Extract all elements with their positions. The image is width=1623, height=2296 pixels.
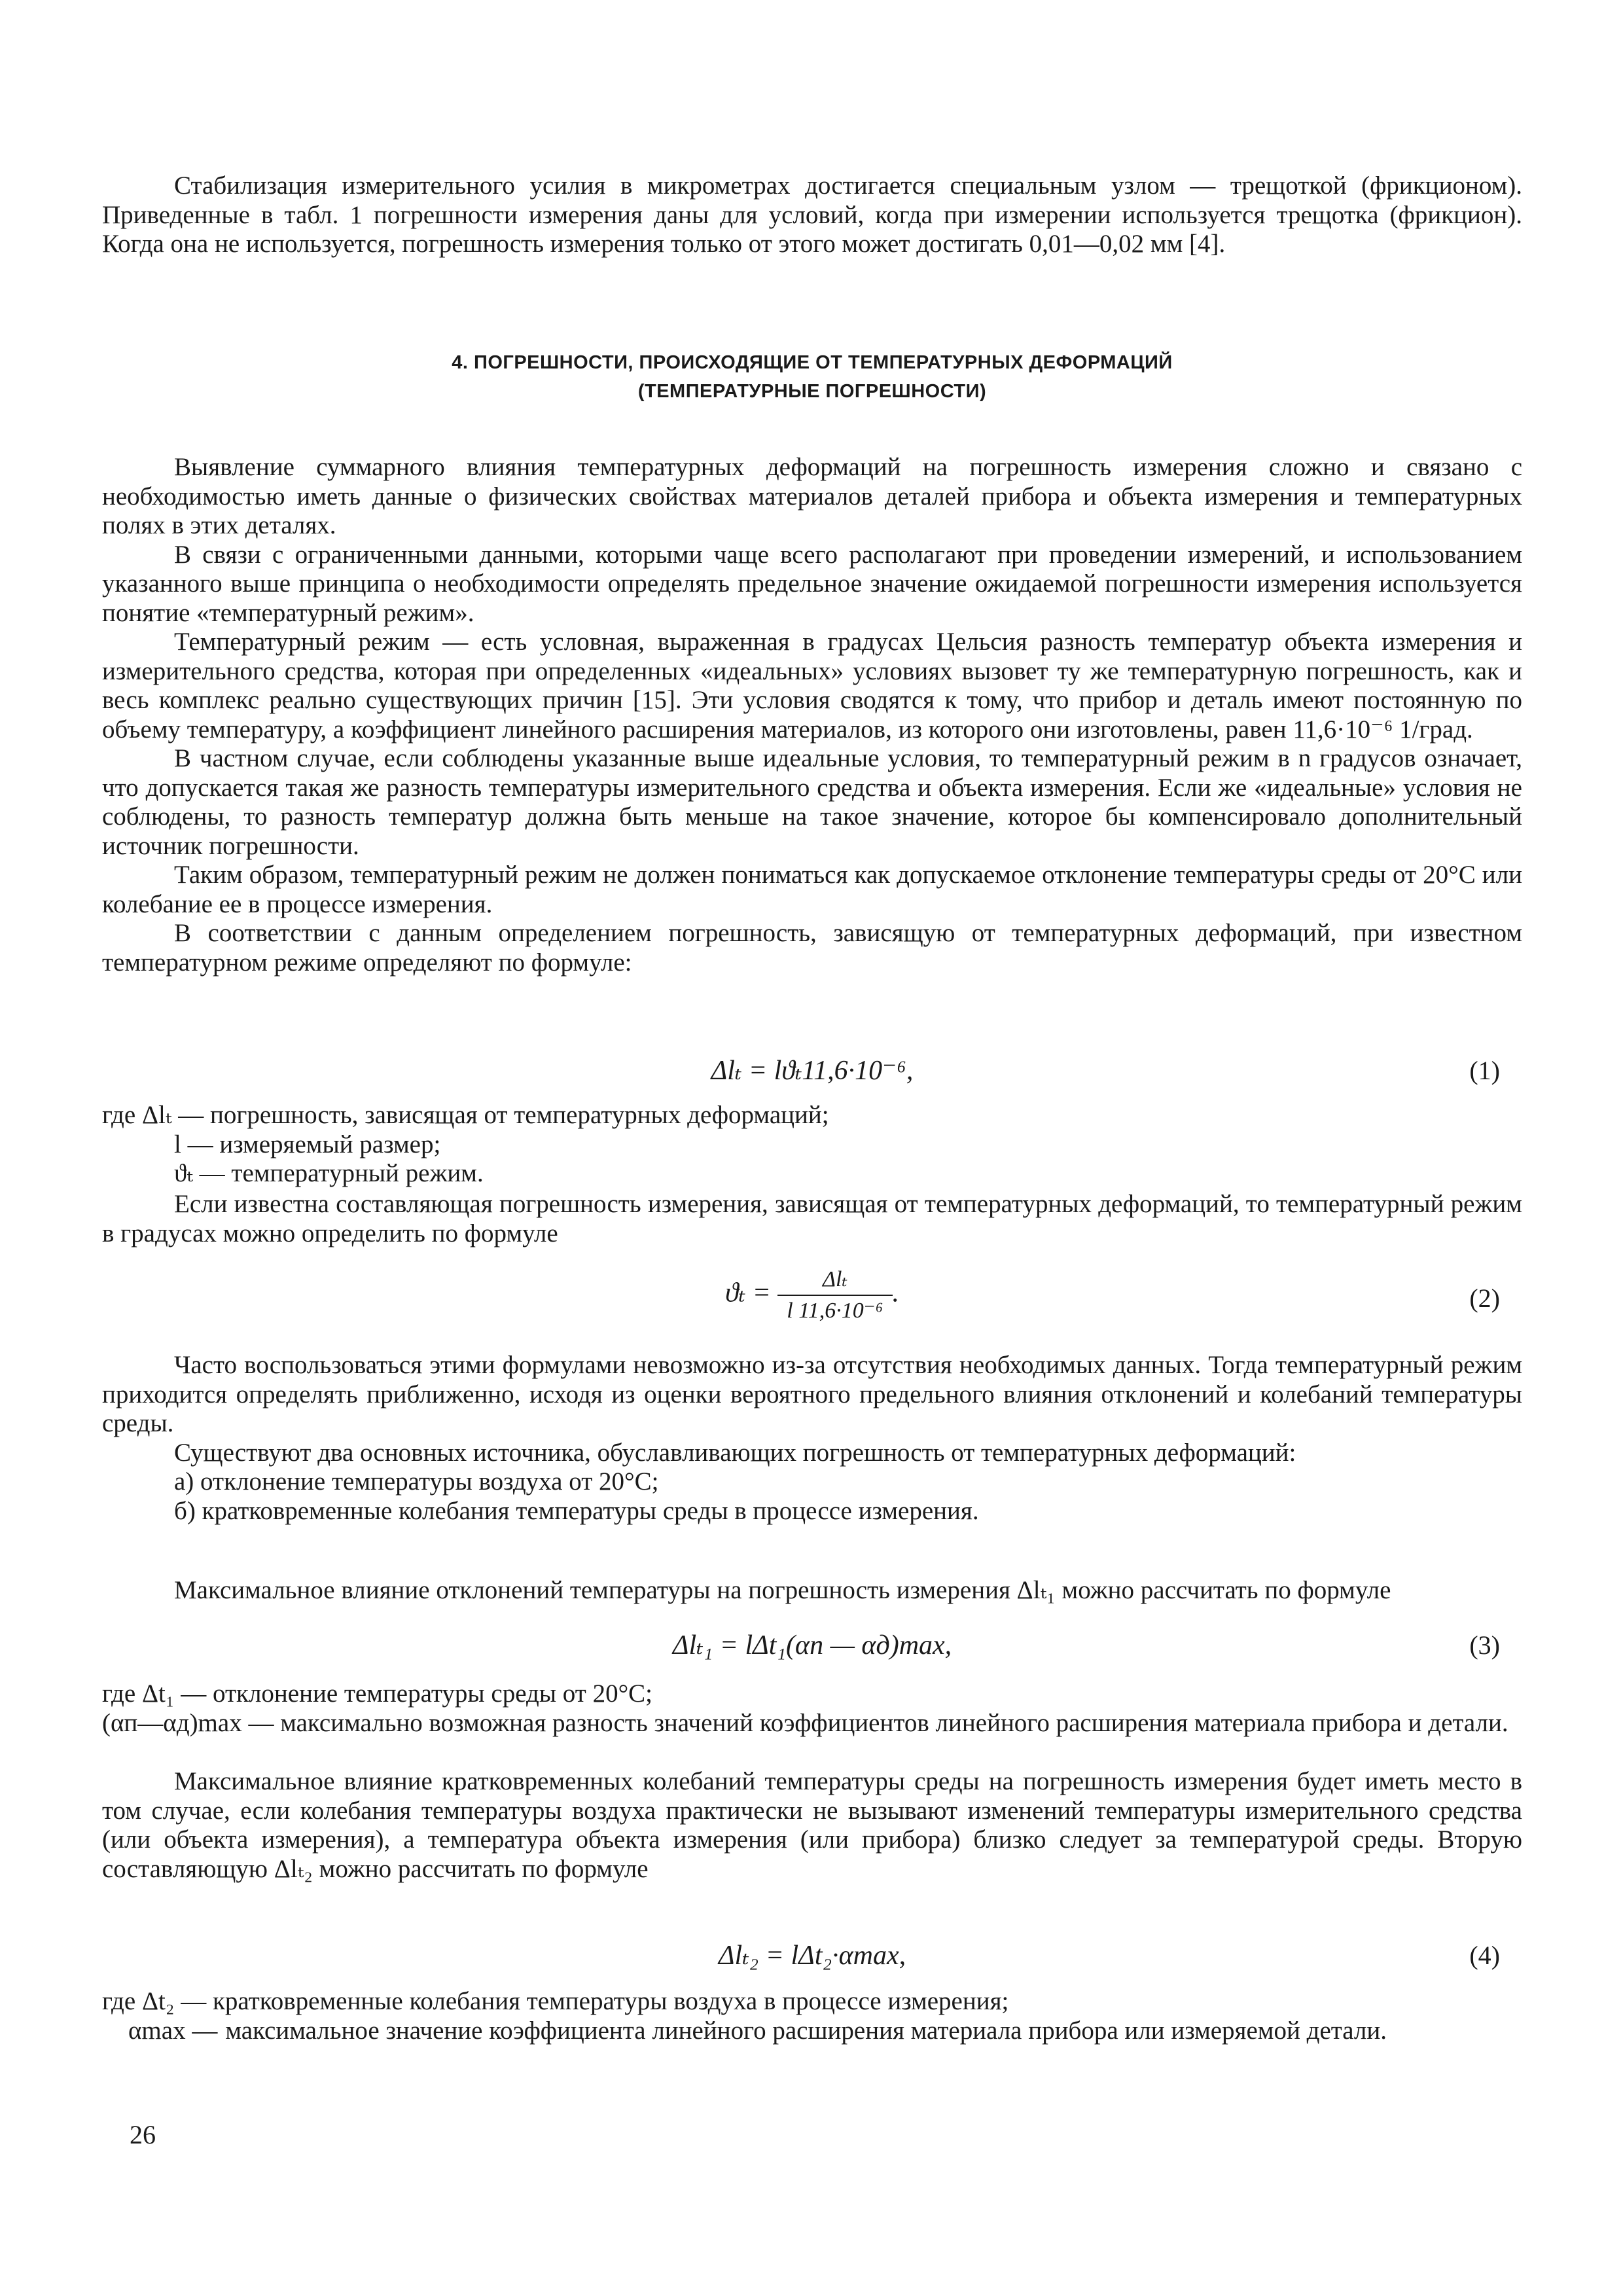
formula-4 <box>102 1941 1522 1987</box>
formula-3 <box>102 1631 1522 1677</box>
definition-l: l — измеряемый размер; <box>174 1130 441 1158</box>
paragraph-9: Существуют два основных источника, обуславливающих погрешность от температурных деформаций: <box>174 1438 1296 1467</box>
formula-2-expression: ϑₜ = $\frac{\text{Δlₜ}}{\text{l 11,6·10⁻⁶}}$ . <box>102 1265 1522 1326</box>
formula-2-number: (2) <box>1469 1283 1500 1313</box>
formula-2-lhs: ϑₜ = <box>724 1278 771 1308</box>
formula-4-number: (4) <box>1469 1941 1500 1970</box>
body-text-block-3 <box>102 1351 1522 1526</box>
formula-2-fraction <box>777 1265 892 1326</box>
formula-2-denominator: l 11,6·10⁻⁶ <box>787 1299 883 1323</box>
formula-1-number: (1) <box>1469 1056 1500 1085</box>
body-text-block-1 <box>102 453 1522 977</box>
list-item-a: а) отклонение температуры воздуха от 20°С; <box>174 1467 659 1496</box>
definition-alpha-max <box>102 2017 1522 2046</box>
formula-2 <box>102 1265 1522 1336</box>
formula-4-definitions <box>102 1987 1522 2045</box>
intro-paragraph: Стабилизация измерительного усилия в микрометрах достигается специальным узлом — трещоткой (фрикционом). Приведенные в табл. 1 погрешности измерения даны для условий, когда при измерении используется трещотка (фрикцион). Когда она не используется, погрешность измерения только от этого может достигать 0,01—0,02 мм [4]. <box>102 171 1522 258</box>
formula-1-definitions <box>102 1101 1522 1189</box>
paragraph-5: Таким образом, температурный режим не должен пониматься как допускаемое отклонение температуры среды от 20°С или колебание ее в процессе измерения. <box>102 861 1522 918</box>
formula-3-number: (3) <box>1469 1630 1500 1660</box>
formula-3-definitions <box>102 1679 1522 1738</box>
definition-delta-t2: где Δt₂ — кратковременные колебания температуры воздуха в процессе измерения; <box>102 1987 1009 2015</box>
formula-4-expression: Δlₜ₂ = lΔt₂·αmax, <box>718 1941 906 1971</box>
formula-2-numerator: Δlₜ <box>777 1265 892 1296</box>
paragraph-8: Часто воспользоваться этими формулами невозможно из-за отсутствия необходимых данных. Тогда температурный режим приходится определять приближенно, исходя из оценки вероятного предельного влияния отклонений и колебаний температуры среды. <box>102 1351 1522 1437</box>
intro-paragraph-block <box>102 171 1522 259</box>
body-text-block-5 <box>102 1767 1522 1884</box>
section-heading-line-2: (ТЕМПЕРАТУРНЫЕ ПОГРЕШНОСТИ) <box>637 381 987 402</box>
paragraph-4: В частном случае, если соблюдены указанные выше идеальные условия, то температурный режим в n градусов означает, что допускается такая же разность температуры измерительного средства и объекта измерения. Если же «идеальные» условия не соблюдены, то разность температур должна быть меньше на такое значение, которое бы компенсировало дополнительный источник погрешности. <box>102 744 1522 860</box>
definition-theta: ϑₜ — температурный режим. <box>174 1159 484 1187</box>
body-text-block-4 <box>102 1576 1522 1605</box>
formula-1-expression: Δlₜ = lϑₜ11,6·10⁻⁶, <box>711 1056 914 1086</box>
formula-3-expression: Δlₜ₁ = lΔt₁(αп — αд)max, <box>672 1630 952 1660</box>
paragraph-7: Если известна составляющая погрешность измерения, зависящая от температурных деформаций, то температурный режим в градусах можно определить по формуле <box>102 1190 1522 1247</box>
definition-alpha-max-label: αmax — <box>128 2016 218 2045</box>
paragraph-10: Максимальное влияние отклонений температуры на погрешность измерения Δlₜ₁ можно рассчитать по формуле <box>174 1576 1391 1604</box>
definition-delta-t1: где Δt₁ — отклонение температуры среды от 20°С; <box>102 1679 653 1708</box>
list-item-b: б) кратковременные колебания температуры среды в процессе измерения. <box>174 1496 979 1525</box>
paragraph-1: Выявление суммарного влияния температурных деформаций на погрешность измерения сложно и связано с необходимостью иметь данные о физических свойствах материалов деталей прибора и объекта измерения и температурных полях в этих деталях. <box>102 453 1522 539</box>
page-number: 26 <box>130 2120 156 2149</box>
section-heading <box>102 348 1522 406</box>
paragraph-2: В связи с ограниченными данными, которыми чаще всего располагают при проведении измерений, и использованием указанного выше принципа о необходимости определять предельное значение ожидаемой погрешности измерения используется понятие «температурный режим». <box>102 540 1522 627</box>
body-text-block-2 <box>102 1190 1522 1248</box>
paragraph-6: В соответствии с данным определением погрешность, зависящую от температурных деформаций, при известном температурном режиме определяют по формуле: <box>102 919 1522 977</box>
paragraph-11: Максимальное влияние кратковременных колебаний температуры среды на погрешность измерения будет иметь место в том случае, если колебания температуры воздуха практически не вызывают изменений температуры измерительного средства (или объекта измерения), а температура объекта измерения (или прибора) близко следует за температурой среды. Вторую составляющую Δlₜ₂ можно рассчитать по формуле <box>102 1767 1522 1883</box>
paragraph-3: Температурный режим — есть условная, выраженная в градусах Цельсия разность температур объекта измерения и измерительного средства, которая при определенных «идеальных» условиях вызовет ту же температурную погрешность, как и весь комплекс реально существующих причин [15]. Эти условия сводятся к тому, что прибор и деталь имеют постоянную по объему температуру, а коэффициент линейного расширения материалов, из которого они изготовлены, равен 11,6·10⁻⁶ 1/град. <box>102 628 1522 744</box>
section-heading-line-1: 4. ПОГРЕШНОСТИ, ПРОИСХОДЯЩИЕ ОТ ТЕМПЕРАТУРНЫХ ДЕФОРМАЦИЙ <box>452 352 1173 373</box>
definition-alpha-max-text: максимальное значение коэффициента линейного расширения материала прибора или измеряемой детали. <box>225 2016 1387 2045</box>
definition-delta-l: где Δlₜ — погрешность, зависящая от температурных деформаций; <box>102 1101 829 1129</box>
definition-alpha-diff: (αп—αд)max — максимально возможная разность значений коэффициентов линейного расширения материала прибора и детали. <box>102 1708 1508 1737</box>
formula-1 <box>102 1056 1522 1102</box>
